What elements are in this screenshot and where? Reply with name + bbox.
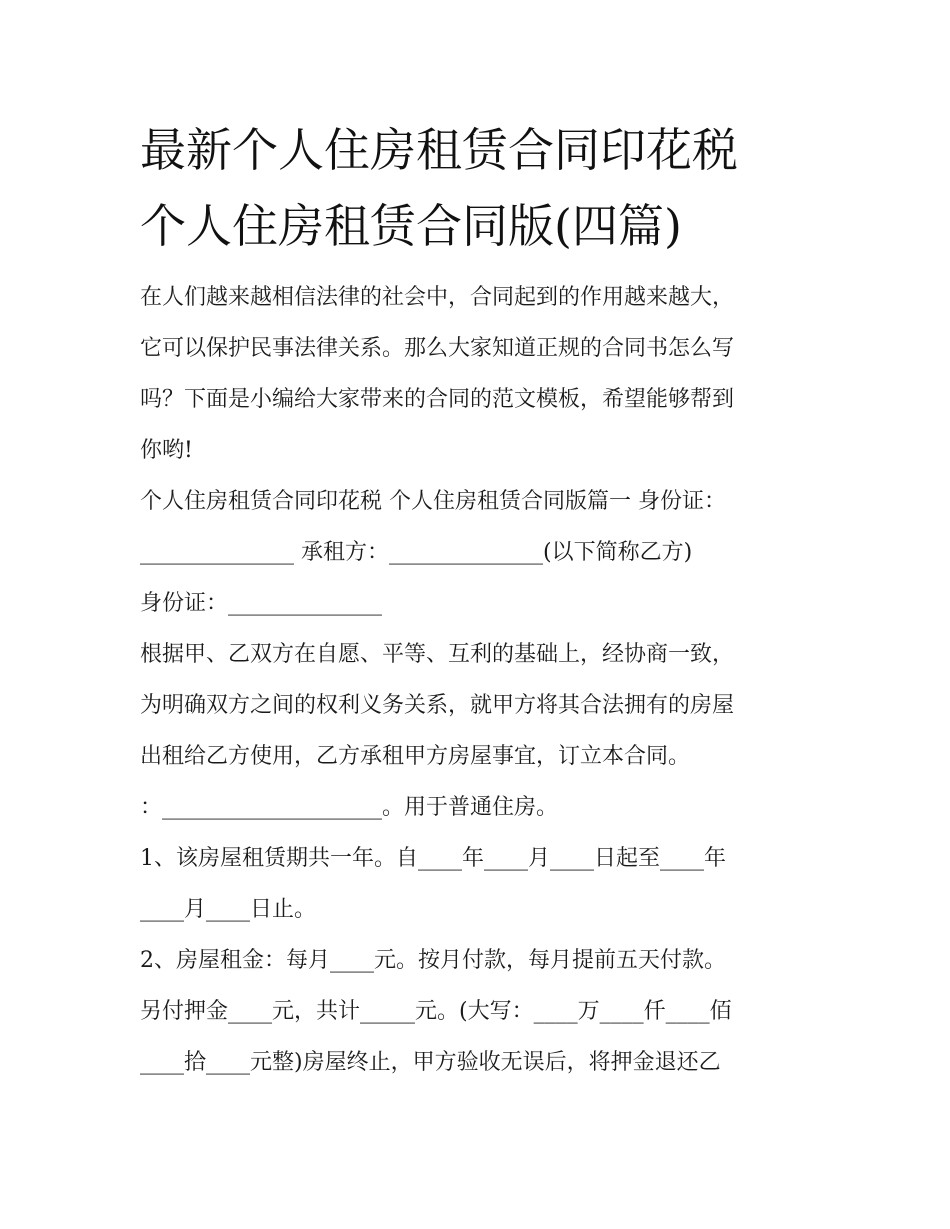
text-line: 它可以保护民事法律关系。那么大家知道正规的合同书怎么写	[140, 336, 735, 361]
text-line: 你哟!	[140, 438, 193, 463]
title-line: 最新个人住房租赁合同印花税	[140, 123, 738, 177]
text-line: 个人住房租赁合同印花税 个人住房租赁合同版篇一 身份证：	[140, 489, 726, 514]
document-page	[140, 112, 820, 1088]
text-line: ____月____日止。	[140, 897, 317, 922]
title-line: 个人住房租赁合同版(四篇)	[140, 199, 682, 253]
document-title	[140, 112, 820, 264]
purpose-paragraph	[140, 629, 820, 782]
text-line: 吗？下面是小编给大家带来的合同的范文模板，希望能够帮到	[140, 387, 735, 412]
text-line: 1、该房屋租赁期共一年。自____年____月____日起至____年	[140, 846, 726, 871]
text-line: ：____________________。用于普通住房。	[140, 795, 559, 820]
text-line: ______________ 承租方：______________(以下简称乙方)	[140, 540, 693, 565]
text-line: 2、房屋租金：每月____元。按月付款，每月提前五天付款。	[140, 948, 726, 973]
rent-clause	[140, 935, 820, 1088]
usage-paragraph	[140, 782, 820, 833]
text-line: 为明确双方之间的权利义务关系，就甲方将其合法拥有的房屋	[140, 693, 735, 718]
text-line: 另付押金____元，共计_____元。(大写：____万____仟____佰	[140, 999, 732, 1024]
text-line: 出租给乙方使用，乙方承租甲方房屋事宜，订立本合同。	[140, 744, 691, 769]
text-line: 在人们越来越相信法律的社会中，合同起到的作用越来越大，	[140, 285, 735, 310]
intro-paragraph	[140, 272, 820, 476]
text-line: 根据甲、乙双方在自愿、平等、互利的基础上，经协商一致，	[140, 642, 735, 667]
text-line: ____拾____元整)房屋终止，甲方验收无误后，将押金退还乙	[140, 1050, 721, 1075]
text-line: 身份证：______________	[140, 591, 383, 616]
term-clause	[140, 833, 820, 935]
section-one-header	[140, 476, 820, 629]
